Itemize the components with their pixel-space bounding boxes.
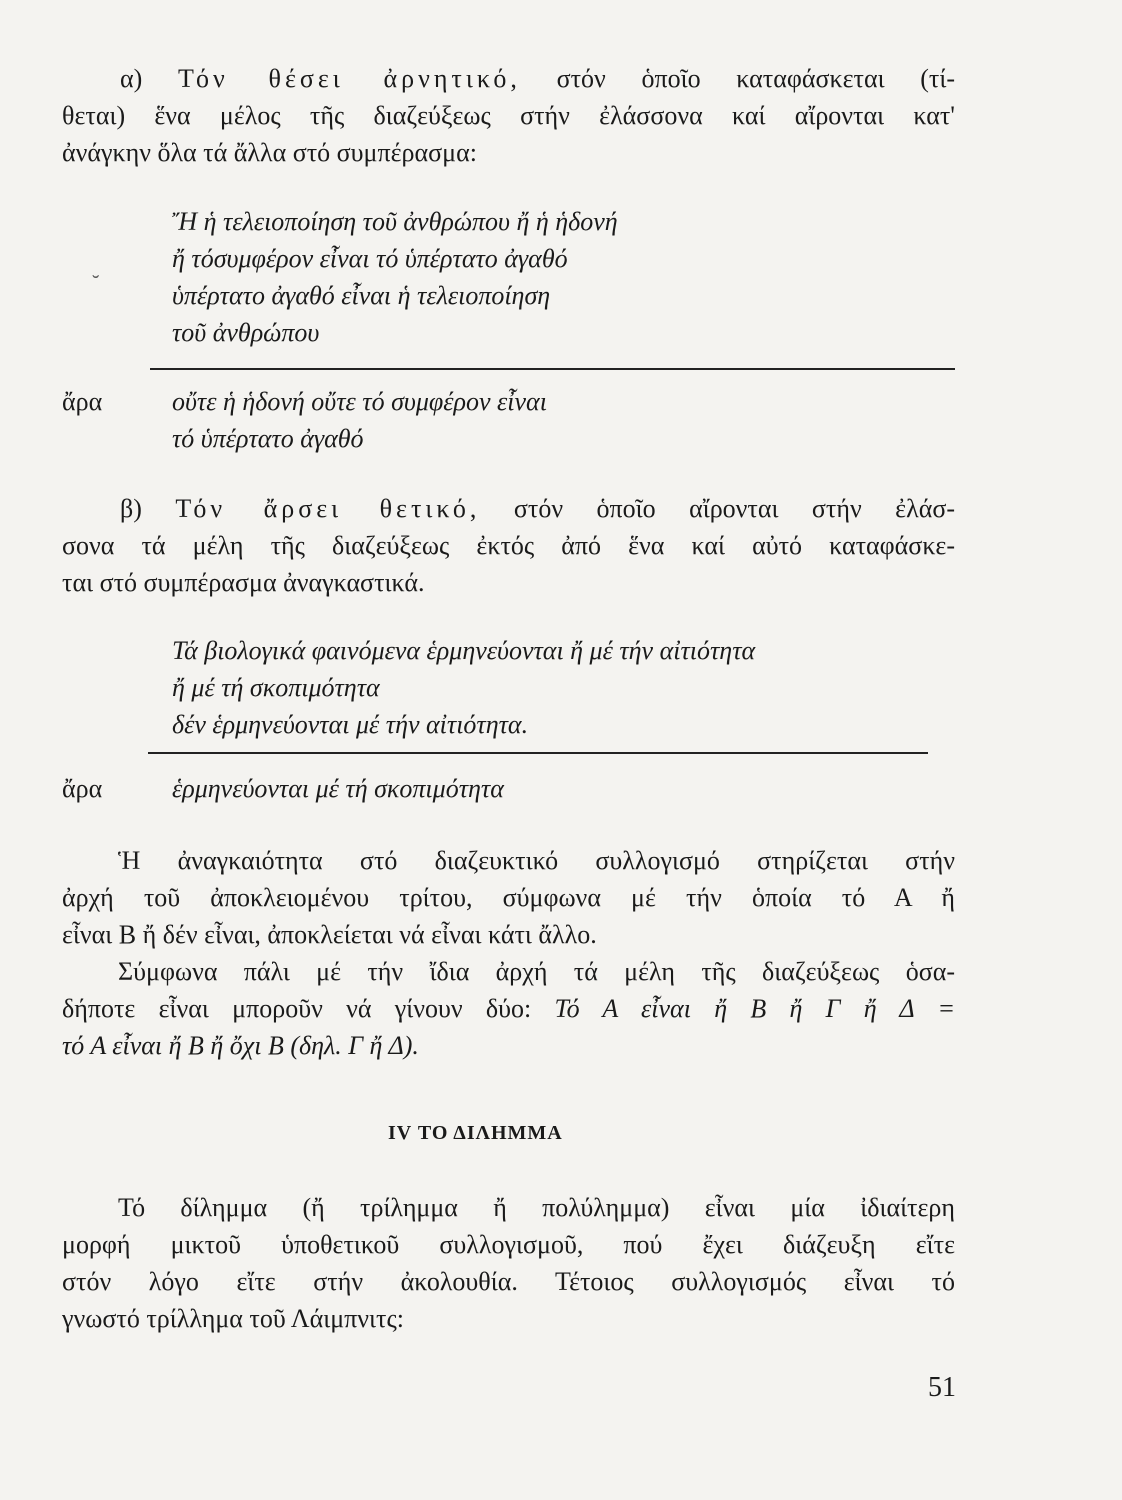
section-heading: IV ΤΟ ΔΙΛΗΜΜΑ: [388, 1122, 563, 1144]
paragraph-2-line-1: Σύμφωνα πάλι μέ τήν ἴδια ἀρχή τά μέλη τῆς διαζεύξεως ὁσα-: [118, 957, 955, 986]
paragraph-3-line-2: μορφή μικτοῦ ὑποθετικοῦ συλλογισμοῦ, πού ἔχει διάζευξη εἴτε: [62, 1230, 955, 1259]
paragraph-3-line-3: στόν λόγο εἴτε στήν ἀκολουθία. Τέτοιος συλλογισμός εἶναι τό: [62, 1267, 955, 1296]
section-b-marker: β): [120, 494, 142, 523]
section-a-premise-1: Ἤ ἡ τελειοποίηση τοῦ ἀνθρώπου ἤ ἡ ἡδονή: [172, 207, 618, 236]
section-a-premise-3: ὑπέρτατο ἀγαθό εἶναι ἡ τελειοποίηση: [172, 281, 551, 310]
section-b-line-1: [120, 492, 955, 526]
stray-mark: ˘: [92, 270, 100, 295]
section-b-line-3: ται στό συμπέρασμα ἀναγκαστικά.: [62, 568, 425, 597]
section-a-conclusion-2: τό ὑπέρτατο ἀγαθό: [172, 424, 364, 453]
section-b-premise-3: δέν ἑρμηνεύονται μέ τήν αἰτιότητα.: [172, 710, 529, 739]
paragraph-1-line-1: Ἡ ἀναγκαιότητα στό διαζευκτικό συλλογισμό στηρίζεται στήν: [118, 846, 955, 875]
section-a-line-2: θεται) ἕνα μέλος τῆς διαζεύξεως στήν ἐλάσσονα καί αἴρονται κατ': [62, 101, 955, 130]
section-b-ara: ἄρα: [62, 774, 103, 803]
section-a-line-3: ἀνάγκην ὅλα τά ἄλλα στό συμπέρασμα:: [62, 138, 477, 167]
section-b-syllogism-rule: [148, 752, 928, 754]
paragraph-3-line-4: γνωστό τρίλλημα τοῦ Λάιμπνιτς:: [62, 1304, 405, 1333]
section-a-term: Τόν θέσει ἀρνητικό,: [177, 64, 521, 93]
section-b-premise-1: Τά βιολογικά φαινόμενα ἑρμηνεύονται ἤ μέ τήν αἰτιότητα: [172, 636, 756, 665]
section-a-line-1: [120, 62, 955, 96]
section-b-conclusion: ἑρμηνεύονται μέ τή σκοπιμότητα: [172, 774, 504, 803]
paragraph-3-line-1: Τό δίλημμα (ἤ τρίλημμα ἤ πολύλημμα) εἶναι μία ἰδιαίτερη: [118, 1193, 955, 1222]
paragraph-2-line-2-italic: Τό Α εἶναι ἤ Β ἤ Γ ἤ Δ =: [554, 994, 956, 1023]
section-a-premise-2: ἤ τόσυμφέρον εἶναι τό ὑπέρτατο ἀγαθό: [172, 244, 568, 273]
section-b-line-1-rest: στόν ὁποῖο αἴρονται στήν ἐλάσ-: [513, 494, 955, 523]
section-a-syllogism-rule: [150, 368, 955, 370]
paragraph-1-line-2: ἀρχή τοῦ ἀποκλειομένου τρίτου, σύμφωνα μέ τήν ὁποία τό Α ἤ: [62, 883, 955, 912]
section-b-term: Τόν ἄρσει θετικό,: [175, 494, 481, 523]
paragraph-1-line-3: εἶναι Β ἤ δέν εἶναι, ἀποκλείεται νά εἶναι κάτι ἄλλο.: [62, 920, 597, 949]
section-a-premise-4: τοῦ ἀνθρώπου: [172, 318, 320, 347]
section-a-conclusion-1: οὔτε ἡ ἡδονή οὔτε τό συμφέρον εἶναι: [172, 387, 547, 416]
paragraph-2-line-2: [62, 992, 955, 1026]
section-a-ara: ἄρα: [62, 387, 103, 416]
page-number: 51: [928, 1372, 956, 1403]
paragraph-2-line-3: τό Α εἶναι ἤ Β ἤ ὄχι Β (δηλ. Γ ἤ Δ).: [62, 1031, 419, 1060]
section-a-marker: α): [120, 64, 143, 93]
section-b-premise-2: ἤ μέ τή σκοπιμότητα: [172, 673, 380, 702]
paragraph-2-line-2-plain: δήποτε εἶναι μποροῦν νά γίνουν δύο:: [62, 994, 532, 1023]
section-b-line-2: σονα τά μέλη τῆς διαζεύξεως ἐκτός ἀπό ἕνα καί αὐτό καταφάσκε-: [62, 531, 955, 560]
section-a-line-1-rest: στόν ὁποῖο καταφάσκεται (τί-: [556, 64, 956, 93]
